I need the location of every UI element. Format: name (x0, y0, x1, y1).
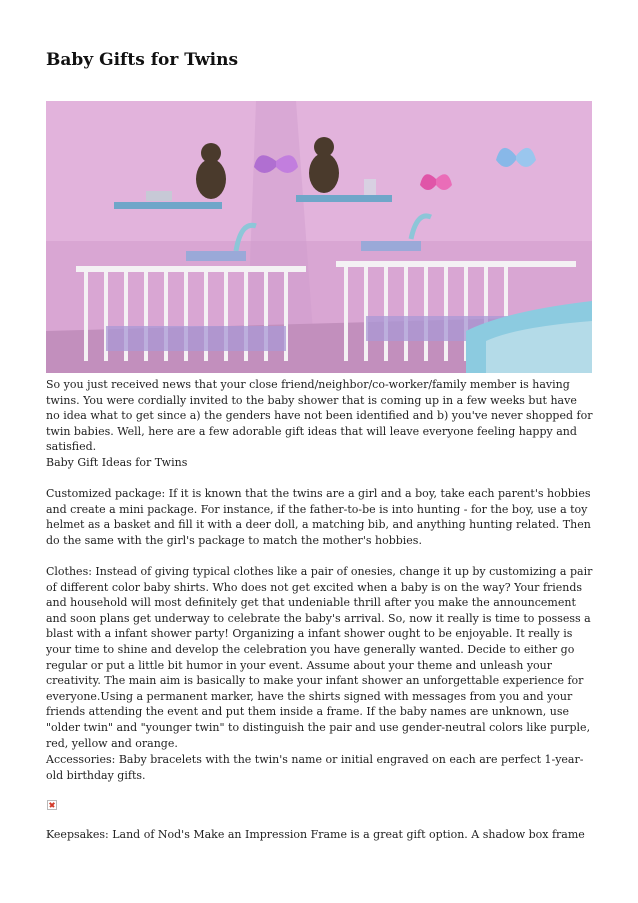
clothes-paragraph: Clothes: Instead of giving typical clothes like a pair of onesies, change it up by customizing a pair of different color baby shirts. Who does not get excited when a baby is on the way? Your friends and household will most definitely get that undeniable thrill after you make the announcement and soon plans get underway to celebrate the baby's arrival. So, now it really is time to possess a blast with a infant shower party! Organizing a infant shower ought to be enjoyable. It really is your time to shine and develop the celebration you have generally wanted. Decide to either go regular or put a little bit humor in your event. Assume about your theme and unleash your creativity. The main aim is basically to make your infant shower an unforgettable experience for everyone.Using a permanent marker, have the shirts signed with messages from you and your friends attending the event and put them inside a frame. If the baby names are unknown, use "older twin" and "younger twin" to distinguish the pair and use gender-neutral colors like purple, red, yellow and orange. (46, 565, 593, 750)
page-title: Baby Gifts for Twins (46, 50, 239, 70)
keepsakes-paragraph: Keepsakes: Land of Nod's Make an Impression Frame is a great gift option. A shadow box frame (46, 828, 585, 841)
intro-paragraph: So you just received news that your close friend/neighbor/co-worker/family member is having twins. You were cordially invited to the baby shower that is coming up in a few weeks but have no idea what to get since a) the genders have not been identified and b) you've never shopped for twin babies. Well, here are a few adorable gift ideas that will leave everyone feeling happy and satisfied. (46, 378, 593, 454)
broken-image-icon (47, 800, 57, 810)
accessories-paragraph: Accessories: Baby bracelets with the twin's name or initial engraved on each are perfect 1-year-old birthday gifts. (46, 753, 584, 782)
section-heading: Baby Gift Ideas for Twins (46, 456, 188, 469)
customized-paragraph: Customized package: If it is known that the twins are a girl and a boy, take each parent's hobbies and create a mini package. For instance, if the father-to-be is into hunting - for the boy, use a toy helmet as a basket and fill it with a deer doll, a matching bib, and anything hunting related. Then do the same with the girl's package to match the mother's hobbies. (46, 487, 591, 547)
nursery-photo (46, 101, 592, 373)
